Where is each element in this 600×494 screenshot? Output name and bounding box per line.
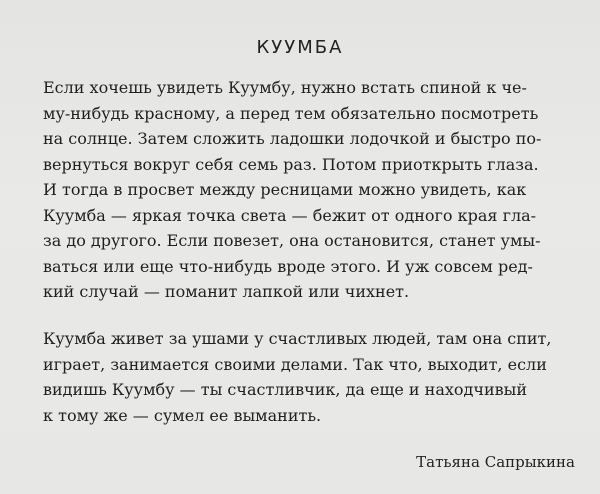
text-line: видишь Куумбу — ты счастливчик, да еще и находчивый [43, 380, 528, 399]
text-line: Куумба живет за ушами у счастливых людей, там она спит, [43, 329, 552, 348]
paragraph-1 [43, 75, 583, 305]
text-line: И тогда в просвет между ресницами можно увидеть, как [43, 180, 527, 199]
text-line: му-нибудь красному, а перед тем обязательно посмотреть [43, 103, 539, 123]
paragraph-2 [43, 326, 583, 428]
text-line: за до другого. Если повезет, она остановится, станет умы- [43, 231, 541, 250]
text-line: кий случай — поманит лапкой или чихнет. [43, 282, 410, 301]
text-line: на солнце. Затем сложить ладошки лодочкой и быстро по- [43, 129, 542, 148]
text-line: к тому же — сумел ее выманить. [43, 405, 322, 425]
text-line: ваться или еще что-нибудь вроде этого. И уж совсем ред- [43, 256, 533, 276]
text-line: играет, занимается своими делами. Так что, выходит, если [43, 354, 547, 374]
text-line: вернуться вокруг себя семь раз. Потом приоткрыть глаза. [43, 154, 539, 174]
text-line: Если хочешь увидеть Куумбу, нужно встать спиной к че- [43, 78, 527, 97]
story-title: КУУМБА [256, 37, 344, 58]
author-name: Татьяна Сапрыкина [416, 453, 575, 471]
text-line: Куумба — яркая точка света — бежит от одного края гла- [43, 205, 537, 225]
